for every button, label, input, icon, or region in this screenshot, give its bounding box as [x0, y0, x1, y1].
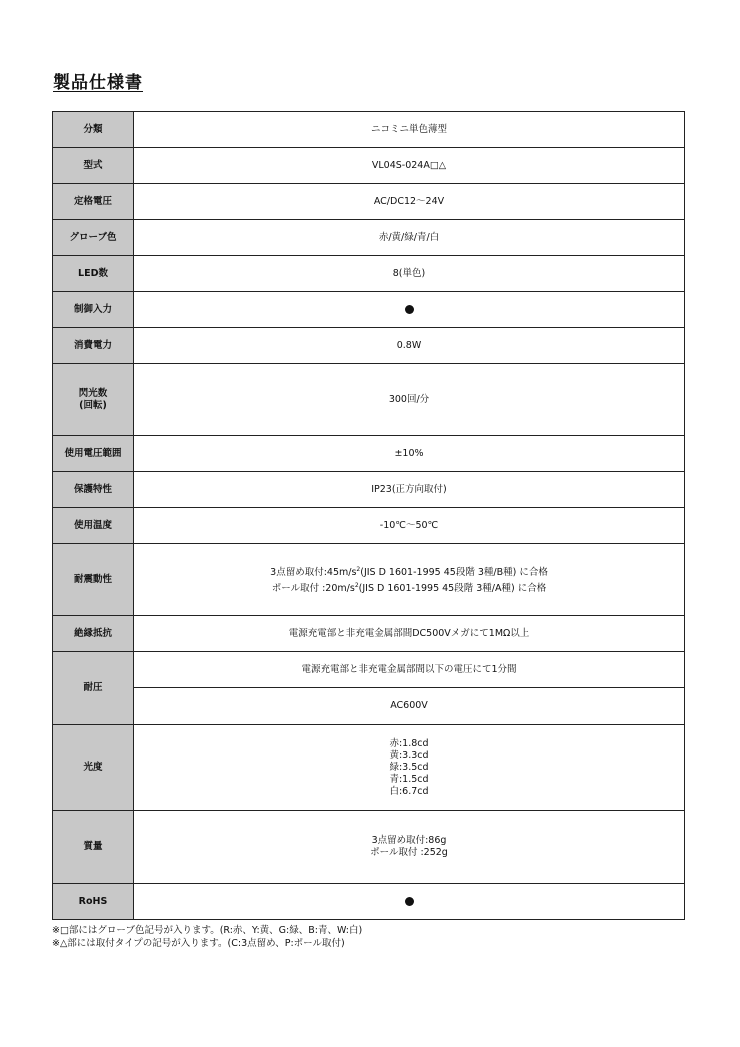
- row-label: RoHS: [53, 884, 134, 920]
- row-mass: [53, 811, 685, 884]
- row-operating-temperature: [53, 508, 685, 544]
- row-luminous-intensity: [53, 725, 685, 811]
- footnotes: [52, 924, 362, 950]
- row-withstand-voltage-sub: [53, 688, 685, 725]
- row-label: 光度: [53, 725, 134, 811]
- row-label: 使用電圧範囲: [53, 436, 134, 472]
- row-value: ニコミニ単色薄型: [134, 112, 685, 148]
- row-value: 8(単色): [134, 256, 685, 292]
- row-label: 使用温度: [53, 508, 134, 544]
- row-led-count: [53, 256, 685, 292]
- spec-table: [52, 111, 685, 920]
- row-label: 絶縁抵抗: [53, 616, 134, 652]
- filled-circle-icon: [405, 897, 414, 906]
- row-value: AC/DC12～24V: [134, 184, 685, 220]
- vibration-line: ポール取付 $:20m/s^2(JIS$ D 1601-1995 45段階 3種/A種) に合格: [271, 581, 547, 594]
- row-label: 保護特性: [53, 472, 134, 508]
- row-vibration-resistance: [53, 544, 685, 616]
- row-value: ±10%: [134, 436, 685, 472]
- row-value: -10℃～50℃: [134, 508, 685, 544]
- row-value: 300回/分: [134, 364, 685, 436]
- row-label: 制御入力: [53, 292, 134, 328]
- row-withstand-voltage: [53, 652, 685, 688]
- row-value: 赤/黄/緑/青/白: [134, 220, 685, 256]
- row-value: VL04S-024A□△: [134, 148, 685, 184]
- row-voltage-range: [53, 436, 685, 472]
- row-model: [53, 148, 685, 184]
- filled-circle-icon: [405, 305, 414, 314]
- row-label: [53, 364, 134, 436]
- row-value: [134, 884, 685, 920]
- footnote: ※□部にはグローブ色記号が入ります。(R:赤、Y:黄、G:緑、B:青、W:白): [52, 925, 363, 936]
- row-rohs: [53, 884, 685, 920]
- vibration-line: 3点留め取付$:45m/s^2(JIS$ D 1601-1995 45段階 3種/B種) に合格: [270, 566, 548, 579]
- row-rated-voltage: [53, 184, 685, 220]
- intensity-line: 白:6.7cd: [389, 785, 429, 797]
- label-line: (回転): [79, 399, 107, 411]
- mass-line: 3点留め取付:86g: [371, 835, 447, 846]
- row-value: 0.8W: [134, 328, 685, 364]
- row-value: [134, 544, 685, 616]
- row-label: 分類: [53, 112, 134, 148]
- row-globe-color: [53, 220, 685, 256]
- row-value: [134, 292, 685, 328]
- row-power-consumption: [53, 328, 685, 364]
- row-label: 耐震動性: [53, 544, 134, 616]
- label-line: 閃光数: [78, 387, 108, 399]
- row-label: 消費電力: [53, 328, 134, 364]
- row-value-bottom: AC600V: [134, 688, 685, 725]
- row-classification: [53, 112, 685, 148]
- intensity-line: 緑:3.5cd: [389, 761, 429, 773]
- mass-line: ポール取付 :252g: [370, 847, 448, 858]
- intensity-line: 青:1.5cd: [389, 773, 429, 785]
- row-flash-rate: [53, 364, 685, 436]
- row-label: 耐圧: [53, 652, 134, 725]
- row-value-top: 電源充電部と非充電金属部間以下の電圧にて1分間: [134, 652, 685, 688]
- intensity-line: 黄:3.3cd: [389, 749, 429, 761]
- row-value: IP23(正方向取付): [134, 472, 685, 508]
- row-label: グローブ色: [53, 220, 134, 256]
- row-value: [134, 725, 685, 811]
- row-value: [134, 811, 685, 884]
- row-protection: [53, 472, 685, 508]
- intensity-line: 赤:1.8cd: [389, 737, 429, 749]
- document-title: 製品仕様書: [53, 73, 143, 93]
- row-control-input: [53, 292, 685, 328]
- row-label: 質量: [53, 811, 134, 884]
- row-value: 電源充電部と非充電金属部間DC500Vメガにて1MΩ以上: [134, 616, 685, 652]
- row-label: 定格電圧: [53, 184, 134, 220]
- row-insulation-resistance: [53, 616, 685, 652]
- row-label: 型式: [53, 148, 134, 184]
- row-label: LED数: [53, 256, 134, 292]
- footnote: ※△部には取付タイプの記号が入ります。(C:3点留め、P:ポール取付): [52, 938, 345, 949]
